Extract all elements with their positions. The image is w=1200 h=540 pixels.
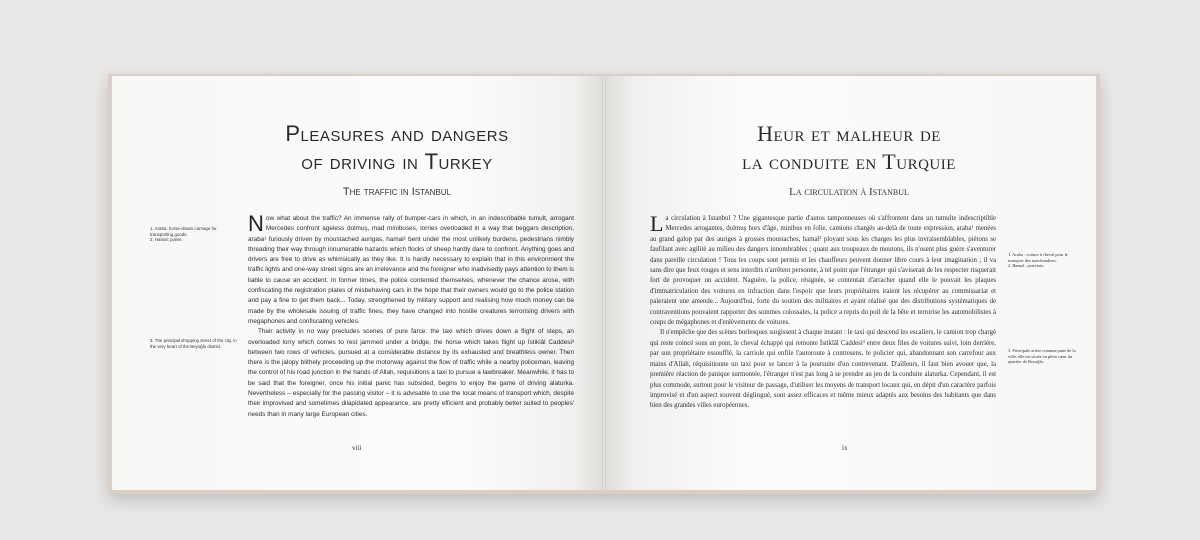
french-footnote-2: 2. Hamal : portefaix. [1008,263,1045,269]
english-footnote-3: 3. The principal shopping street of the city, in the very heart of the Beyoğlu district. [150,338,237,349]
english-body-text [248,214,574,434]
french-body-text [650,214,996,444]
french-subtitle: La circulation à Istanbul [789,186,909,198]
english-subtitle: The traffic in Istanbul [342,186,452,198]
open-book [108,74,1100,494]
english-dropcap: N [248,214,264,236]
english-title-line-1: Pleasures and dangers [285,121,509,146]
english-paragraph-1-text: ow what about the traffic? An immense rally of bumper-cars in which, in an indescribable tumult, arrogant Mercedes confront ageless dolmuş, mad minibuses, lorries overloaded in a way that beggars description, araba¹ furiously driven by moustached aurigas, hamal² bent under the most unlikely burdens, pedestrians nimbly threading their way through innumerable hazards which flocks of sheep hardly dare to confront. Anything goes and drivers are free to drive as whimsically as they like. It is hardly necessary to explain that in this environment the traffic lights and one-way street signs are an irrelevance and the foreigner who inadvisedly pays attention to them is liable to cause an accident. In former times, the police contented themselves, whenever the chance arose, with confiscating the registration plates of misbehaving cars in the hope that their owners would go to the police station and pay a fine to get them back... Today, strengthened by military support and realising how much money can be made by the wholesale issuing of traffic fines, they have changed into hostile creatures terrorising drivers with megaphones and confiscating vehicles. [248,215,574,325]
english-paragraph-1 [248,214,574,327]
english-footnote-1: 1. Araba: horse-drawn carriage for transporting goods. [150,226,217,237]
english-footnote-1-2 [150,226,238,243]
french-dropcap: L [650,214,664,236]
right-page-number: ix [842,444,848,452]
english-title [272,120,522,176]
french-footnote-1-2 [1008,252,1080,269]
left-page [112,76,604,490]
french-paragraph-1-text: a circulation à Istanbul ? Une gigantesque partie d'autos tamponneuses où s'affrontent dans un tumulte indescriptible Mercedes arrogantes, dolmuş hors d'âge, minibus en folie, camions chargés au-delà de toute expression, araba¹ menées au grand galop par des auriges à grosses moustaches, hamal² ployant sous les charges les plus invraisemblables, piétons se faufilant avec agilité au milieu des dangers innombrables ; quant aux troupeaux de moutons, ils n'osent plus guère s'aventurer dans pareille circulation ! Tous les coups sont permis et les chauffeurs peuvent donner libre cours à leur imagination ; il va sans dire que feux rouges et sens interdits n'arrêtent personne, à tel point que l'étranger qui s'aviserait de les respecter risquerait fort de provoquer un accident. Naguère, la police, résignée, se contentait d'arracher quand elle le pouvait les plaques d'immatriculation des voitures en infraction dans l'espoir que leurs propriétaires iraient les récupérer au commissariat et paieraient une amende... Aujourd'hui, forte du soutien des militaires et ayant réalisé que des distributions systématiques de contraventions pouvaient rapporter des sommes colossales, la police a repris du poil de la bête et terrorise les automobilistes à coups de mégaphones et d'enlèvements de voitures. [650,215,996,327]
french-footnote-3: 3. Principale artère commerçante de la ville, elle est située en plein cœur du quartier de Beyoğlu. [1008,348,1076,365]
book-gutter [602,76,606,490]
english-footnote-2: 2. Hamal: porter. [150,237,183,243]
english-title-line-2: of driving in Turkey [301,149,493,174]
english-paragraph-2: Their activity in no way precludes scenes of pure farce: the taxi which drives down a flight of steps, an overloaded lorry which comes to rest jammed under a bridge, the horse which takes flight up İstiklâl Caddesi³ between two rows of vehicles, pursued at a considerable distance by its exhausted and breathless owner. Then there is the jalopy blithely proceeding up the motorway against the flow of traffic while a nearby policeman, leaving the control of his road junction in the hands of Allah, requisitions a taxi to pursue a lawbreaker. Meanwhile, it has to be said that the foreigner, once his initial panic has subsided, begins to enjoy the game of driving alaturka. Nevertheless – especially for the passing visitor – it is advisable to use the local means of transport which, despite their improvised and sometimes dilapidated appearance, are pretty efficient and probably better suited to peoples' needs than in many large European cities. [248,328,574,418]
right-page [604,76,1096,490]
french-paragraph-1 [650,214,996,328]
french-footnote-1: 1. Araba : voiture à cheval pour le transport des marchandises. [1008,252,1068,263]
french-title [684,120,1014,176]
french-title-line-1: Heur et malheur de [757,121,941,146]
french-paragraph-2: Il n'empêche que des scènes burlesques surgissent à chaque instant : le taxi qui descend les escaliers, le camion trop chargé qui reste coincé sous un pont, le cheval échappé qui remonte İstiklâl Caddesi³ entre deux files de voitures suivi, loin derrière, par son propriétaire essoufflé, la carriole qui enfile l'autoroute à contresens, le policier qui, abandonnant son carrefour aux mains d'Allah, réquisitionne un taxi pour se lancer à la poursuite d'un contrevenant. D'ailleurs, il faut bien avouer que, la première réaction de panique surmontée, l'étranger n'est pas long à se prendre au jeu de la conduite alaturka. Cependant, il est plus commode, surtout pour le visiteur de passage, d'utiliser les moyens de transport locaux qui, en dépit d'un caractère parfois improvisé et d'un aspect souvent déglingué, sont assez efficaces et même mieux adaptés aux besoins des habitants que dans bien des grandes villes européennes. [650,329,996,410]
left-page-number: viii [352,444,362,452]
french-title-line-2: la conduite en Turquie [742,149,956,174]
